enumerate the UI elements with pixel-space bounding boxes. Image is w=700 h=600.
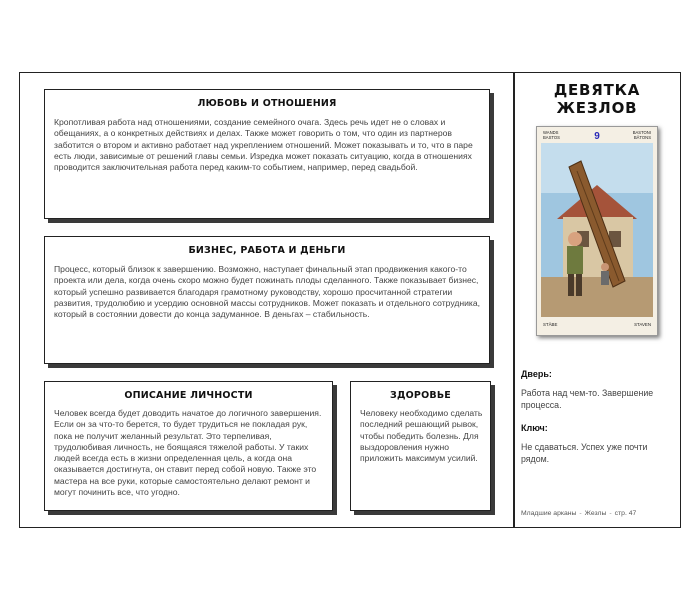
business-text: Процесс, который близок к завершению. Возможно, наступает финальный этап продвижения какого-то проекта или дела, когда очень скоро можно будет пожинать плоды сделанного. Также показывает бизнес, который успешно развивается благодаря грамотному руководству, хорошо просчитанной стратегии развития, трудолюбию и усердию основной массы сотрудников. Может показать и отдельного сотрудника, который в состоянии довести до конца задуманное. В деньгах – стабильность. [54,264,481,320]
page-footer [521,510,636,517]
footer-section: Младшие арканы [521,510,577,517]
health-section [350,381,491,511]
card-label-bottom-right: STAVEN [634,322,651,327]
person-title: ОПИСАНИЕ ЛИЧНОСТИ [124,390,253,401]
footer-separator: - [609,510,612,517]
love-title: ЛЮБОВЬ И ОТНОШЕНИЯ [197,98,337,109]
door-text: Работа над чем-то. Завершение процесса. [521,388,654,410]
column-divider [513,72,515,528]
door-label: Дверь: [521,369,552,379]
card-title-line-1: ДЕВЯТКА [553,81,641,99]
love-text: Кропотливая работа над отношениями, создание семейного очага. Здесь речь идет не о словах и обещаниях, а о конкретных действиях и делах. Также может говорить о том, что один из партнеров заботится о втором и активно работает над укреплением отношений. Может показывать и то, что в паре есть люди, зависимые от решений главы семьи. Изредка может показать ситуацию, когда в отношениях проводится заключительная работа перед каким-то событием, например, перед свадьбой. [54,117,473,173]
person-section [44,381,333,511]
card-label-top-right-1: BASTONI [632,130,651,135]
business-title: БИЗНЕС, РАБОТА И ДЕНЬГИ [188,245,346,256]
business-section [44,236,490,364]
card-label-bottom-left: STÄBE [543,322,558,327]
footer-page: стр. 47 [614,510,637,517]
key-text: Не сдаваться. Успех уже почти рядом. [521,442,648,464]
health-text: Человеку необходимо сделать последний решающий рывок, чтобы победить болезнь. Для выздоровления нужно приложить максимум усилий. [360,408,483,464]
footer-suit: Жезлы [584,510,607,517]
key-label: Ключ: [521,423,548,433]
love-section [44,89,490,219]
card-title-line-2: ЖЕЗЛОВ [556,99,638,117]
tarot-card-image [536,126,658,336]
card-label-top-left-1: WANDS [543,130,559,135]
health-title: ЗДОРОВЬЕ [390,390,451,401]
person-text: Человек всегда будет доводить начатое до логичного завершения. Если он за что-то берется, то будет трудиться не покладая рук, пока не получит желанный результат. Это терпеливая, трудолюбивая личность, не боящаяся тяжелой работы. У таких людей всегда есть в жизни определенная цель, а когда она оказывается достигнута, он ставит перед собой новую. Также это мастера на все руки, которые самостоятельно делают ремонт и могут починить все, что угодно. [54,408,322,498]
card-label-top-left-2: BASTOS [543,135,560,140]
footer-separator: - [579,510,582,517]
card-label-top-right-2: BÂTONS [633,135,651,140]
card-title [518,81,676,117]
card-number: 9 [594,131,600,142]
